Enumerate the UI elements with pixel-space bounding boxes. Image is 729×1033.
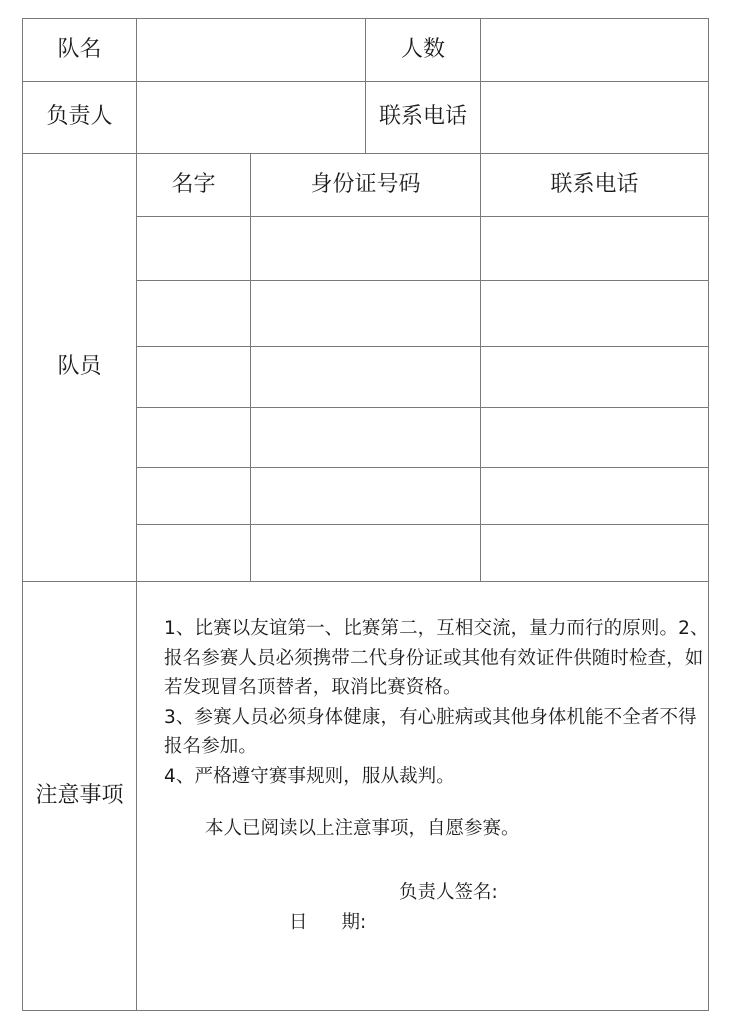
- registration-form: [22, 18, 708, 1010]
- member-phone-header: 联系电话: [481, 154, 709, 217]
- team-name-label: 队名: [23, 19, 137, 82]
- member-name-cell[interactable]: [137, 525, 251, 582]
- member-id-cell[interactable]: [251, 281, 481, 347]
- leader-field[interactable]: [137, 82, 366, 154]
- member-id-cell[interactable]: [251, 525, 481, 582]
- confirmation-statement: 本人已阅读以上注意事项，自愿参赛。: [205, 818, 520, 839]
- member-id-cell[interactable]: [251, 217, 481, 281]
- member-phone-cell[interactable]: [481, 281, 709, 347]
- date-label-part-1: 日: [289, 912, 308, 933]
- member-phone-cell[interactable]: [481, 525, 709, 582]
- member-name-cell[interactable]: [137, 281, 251, 347]
- member-id-cell[interactable]: [251, 408, 481, 468]
- notes-item-1: 1、比赛以友谊第一、比赛第二，互相交流，量力而行的原则。2、报名参赛人员必须携带二代身份证或其他有效证件供随时检查，如若发现冒名顶替者，取消比赛资格。: [164, 618, 709, 698]
- member-name-cell[interactable]: [137, 347, 251, 408]
- notes-section-label: 注意事项: [23, 582, 137, 1011]
- member-phone-cell[interactable]: [481, 468, 709, 525]
- member-name-cell[interactable]: [137, 408, 251, 468]
- member-id-header: 身份证号码: [251, 154, 481, 217]
- member-name-cell[interactable]: [137, 468, 251, 525]
- notes-row: [23, 582, 709, 1011]
- headcount-label: 人数: [366, 19, 481, 82]
- leader-phone-label: 联系电话: [366, 82, 481, 154]
- members-header-row: [23, 154, 709, 217]
- leader-signature-label: 负责人签名:: [399, 882, 498, 903]
- leader-info-row: [23, 82, 709, 154]
- team-info-row: [23, 19, 709, 82]
- team-name-field[interactable]: [137, 19, 366, 82]
- date-label-part-2: 期:: [341, 912, 367, 933]
- date-label-spacer: [308, 908, 342, 937]
- members-section-label: 队员: [23, 154, 137, 582]
- member-phone-cell[interactable]: [481, 408, 709, 468]
- notes-item-2: 3、参赛人员必须身体健康，有心脏病或其他身体机能不全者不得报名参加。: [164, 706, 697, 757]
- notes-list: [164, 614, 709, 791]
- member-phone-cell[interactable]: [481, 347, 709, 408]
- member-id-cell[interactable]: [251, 468, 481, 525]
- date-field: [289, 908, 366, 937]
- member-name-header: 名字: [137, 154, 251, 217]
- leader-phone-field[interactable]: [481, 82, 709, 154]
- registration-table: [22, 18, 709, 1011]
- member-id-cell[interactable]: [251, 347, 481, 408]
- member-name-cell[interactable]: [137, 217, 251, 281]
- notes-content-cell: [137, 582, 709, 1011]
- leader-label: 负责人: [23, 82, 137, 154]
- notes-item-3: 4、严格遵守赛事规则，服从裁判。: [164, 765, 455, 787]
- headcount-field[interactable]: [481, 19, 709, 82]
- member-phone-cell[interactable]: [481, 217, 709, 281]
